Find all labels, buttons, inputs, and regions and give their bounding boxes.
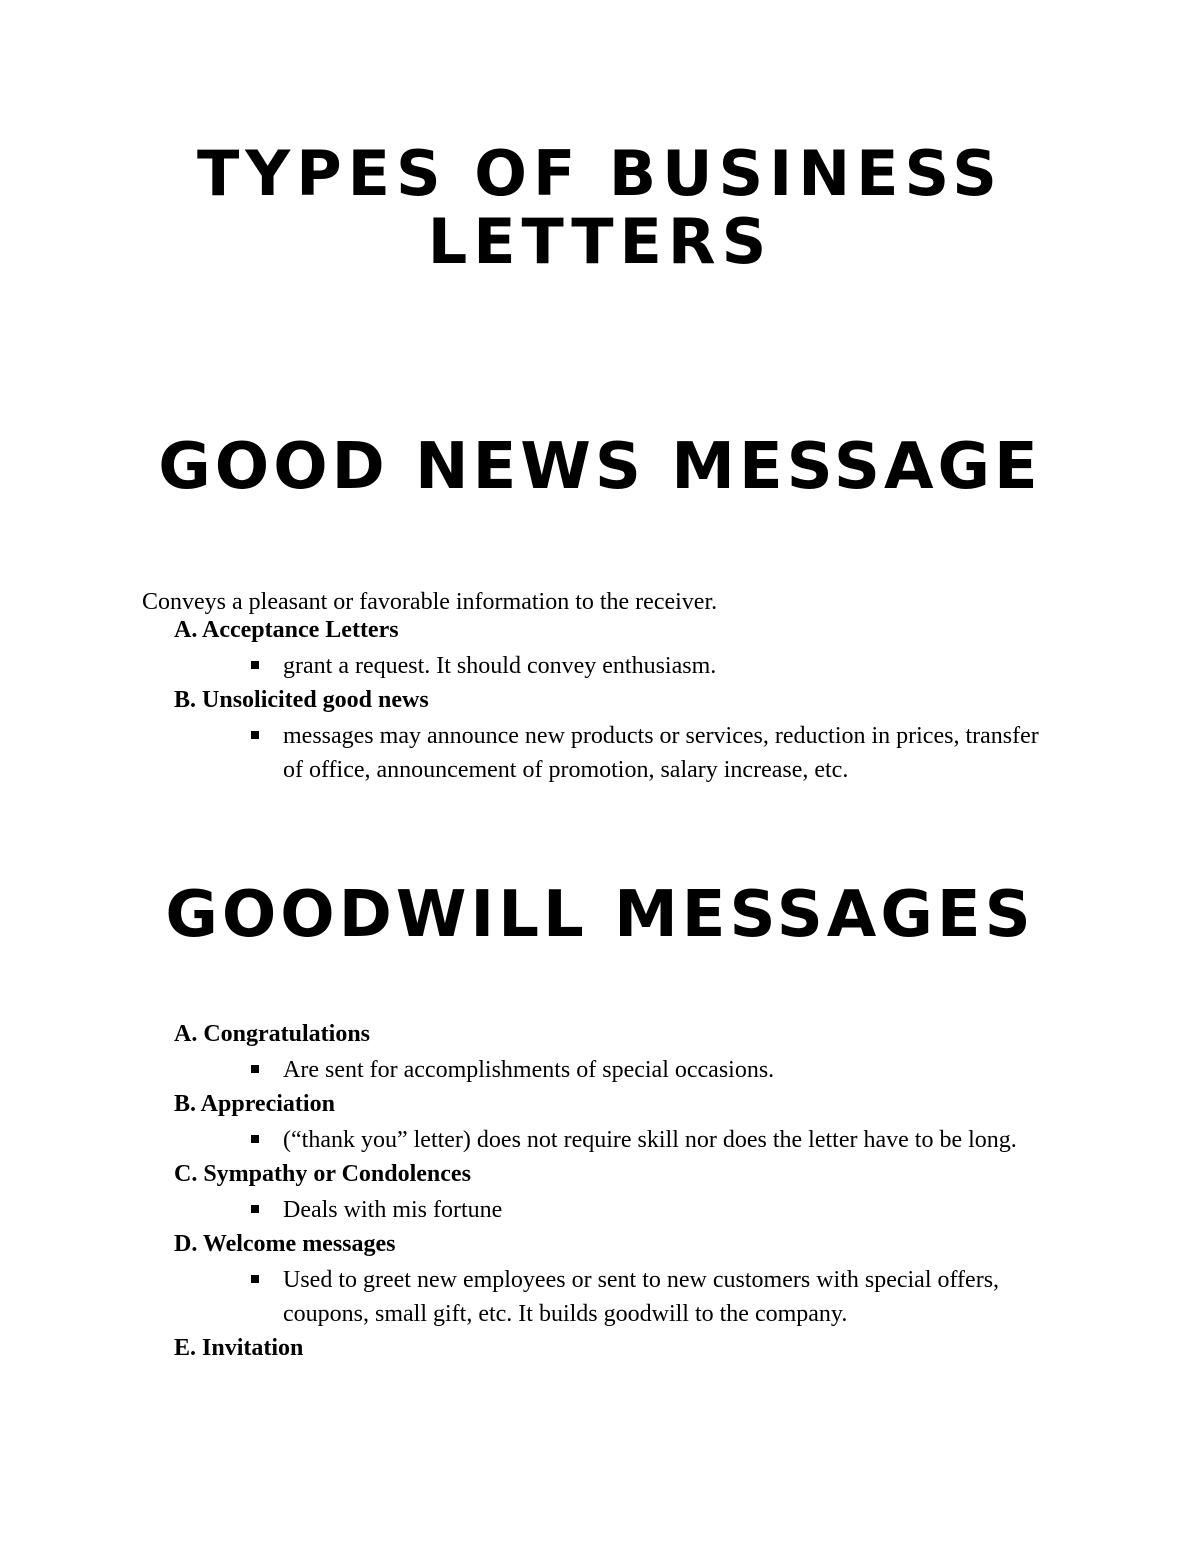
bullet-text: Are sent for accomplishments of special occasions. [283,1057,775,1083]
document-title-line-1: TYPES OF BUSINESS [197,137,1003,210]
list-item [174,1332,1074,1367]
item-title: E. Invitation [174,1335,304,1361]
item-title: B. Unsolicited good news [174,687,429,713]
goodwill-heading: GOODWILL MESSAGES [165,878,1035,952]
goodwill-list [174,1018,1074,1367]
good-news-list [174,614,1074,788]
bullet-point [283,719,1063,787]
bullet-point [283,649,1063,683]
square-bullet-icon [251,1135,259,1143]
item-title: B. Appreciation [174,1091,335,1117]
bullet-point [283,1193,1063,1227]
bullet-point [283,1123,1063,1157]
list-item [174,684,1074,787]
list-item [174,1158,1074,1227]
bullet-text: (“thank you” letter) does not require skill nor does the letter have to be long. [283,1127,1017,1153]
bullet-text: Used to greet new employees or sent to new customers with special offers, coupons, small gift, etc. It builds goodwill to the company. [283,1267,1000,1327]
bullet-point [283,1053,1063,1087]
square-bullet-icon [251,1065,259,1073]
list-item [174,1088,1074,1157]
item-title: A. Acceptance Letters [174,617,399,643]
good-news-intro: Conveys a pleasant or favorable information to the receiver. [142,589,718,615]
square-bullet-icon [251,731,259,739]
good-news-heading: GOOD NEWS MESSAGE [158,430,1042,504]
square-bullet-icon [251,1205,259,1213]
list-item [174,1228,1074,1331]
document-title [0,137,1200,278]
list-item [174,1018,1074,1087]
bullet-text: grant a request. It should convey enthusiasm. [283,653,717,679]
item-title: A. Congratulations [174,1021,371,1047]
document-title-line-2: LETTERS [427,205,773,278]
square-bullet-icon [251,1275,259,1283]
bullet-text: Deals with mis fortune [283,1197,503,1223]
bullet-text: messages may announce new products or services, reduction in prices, transfer of office, announcement of promotion, salary increase, etc. [283,723,1039,783]
item-title: C. Sympathy or Condolences [174,1161,471,1187]
bullet-point [283,1263,1063,1331]
square-bullet-icon [251,661,259,669]
item-title: D. Welcome messages [174,1231,396,1257]
list-item [174,614,1074,683]
